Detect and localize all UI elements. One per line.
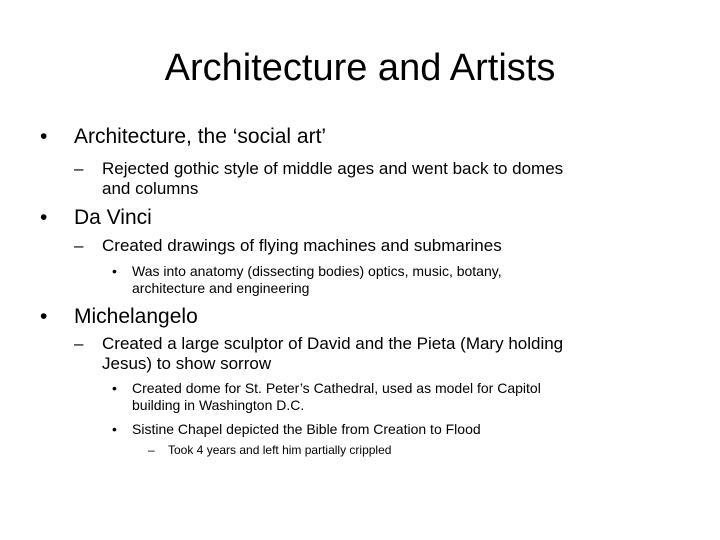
bullet-text: Michelangelo (74, 305, 198, 328)
dash-icon: – (74, 236, 84, 255)
dash-icon: – (74, 334, 84, 353)
sub-sub-item-sistine (112, 421, 481, 438)
dash-icon: – (148, 443, 155, 457)
bullet-text: Da Vinci (74, 206, 152, 229)
sub-item-line: Rejected gothic style of middle ages and went back to domes (102, 159, 564, 178)
sub-item-flying-machines (74, 236, 502, 256)
bullet-item-michelangelo (40, 305, 198, 329)
level4-item-crippled (148, 443, 391, 457)
bullet-icon: • (40, 305, 48, 328)
sub-item-line: Created drawings of flying machines and submarines (102, 236, 502, 255)
sub-item-sculptor (74, 334, 563, 374)
bullet-icon: • (40, 206, 48, 229)
bullet-icon: • (112, 421, 117, 437)
bullet-item-da-vinci (40, 206, 152, 230)
bullet-icon: • (40, 125, 48, 148)
sub-item-line: and columns (102, 179, 199, 198)
sub-sub-item-line: building in Washington D.C. (132, 397, 305, 413)
sub-item-line: Created a large sculptor of David and the Pieta (Mary holding (102, 334, 564, 353)
sub-sub-item-line: Was into anatomy (dissecting bodies) optics, music, botany, (132, 263, 502, 279)
level4-item-line: Took 4 years and left him partially crippled (168, 443, 392, 457)
dash-icon: – (74, 159, 84, 178)
sub-sub-item-anatomy (112, 263, 502, 297)
sub-item-line: Jesus) to show sorrow (102, 354, 272, 373)
slide-title: Architecture and Artists (164, 47, 556, 89)
sub-sub-item-line: Sistine Chapel depicted the Bible from Creation to Flood (132, 421, 481, 437)
bullet-item-architecture (40, 125, 326, 149)
bullet-text: Architecture, the ‘social art’ (74, 125, 327, 148)
bullet-icon: • (112, 263, 117, 279)
bullet-icon: • (112, 380, 117, 396)
sub-sub-item-line: Created dome for St. Peter’s Cathedral, used as model for Capitol (132, 380, 541, 396)
sub-sub-item-dome (112, 380, 541, 414)
sub-sub-item-line: architecture and engineering (132, 280, 310, 296)
sub-item-gothic (74, 159, 563, 199)
